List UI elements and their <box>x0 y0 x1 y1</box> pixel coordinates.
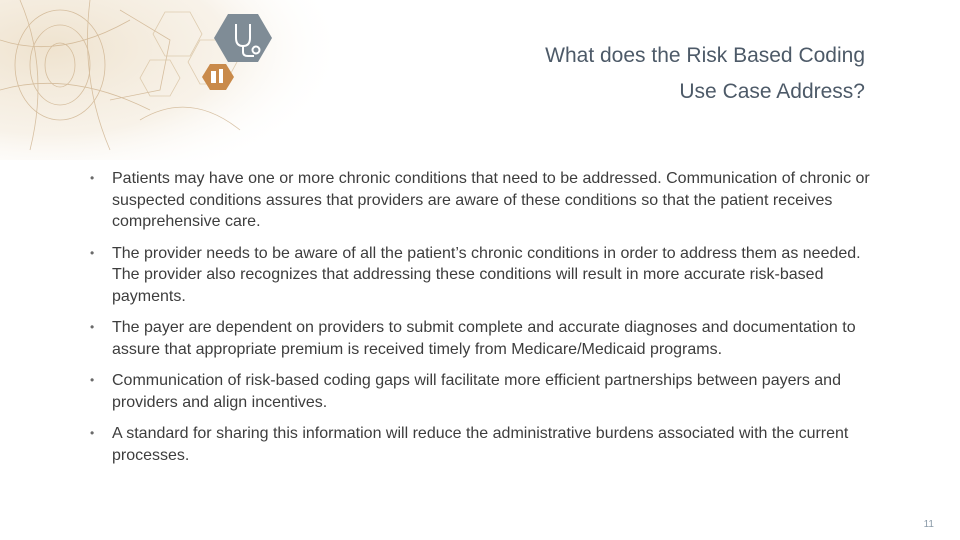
bullet-item <box>90 423 880 466</box>
decorative-corner-artwork <box>0 0 330 160</box>
bullet-marker: • <box>90 171 95 185</box>
bullet-item <box>90 168 880 233</box>
title-line-1: What does the Risk Based Coding <box>545 44 865 67</box>
bullet-text: Patients may have one or more chronic conditions that need to be addressed. Communication of chronic or suspected conditions assures that providers are aware of these conditions so that the patient receives comprehensive care. <box>112 170 870 230</box>
title-line-2: Use Case Address? <box>679 80 865 103</box>
bullet-marker: • <box>90 320 95 334</box>
bullet-marker: • <box>90 373 95 387</box>
bullet-text: The payer are dependent on providers to submit complete and accurate diagnoses and documentation to assure that appropriate premium is received timely from Medicare/Medicaid programs. <box>112 319 856 358</box>
bullet-item <box>90 317 880 360</box>
bullet-item <box>90 370 880 413</box>
bullet-text: Communication of risk-based coding gaps will facilitate more efficient partnerships between payers and providers and align incentives. <box>112 372 841 411</box>
slide-title <box>365 38 865 110</box>
bullet-marker: • <box>90 245 95 260</box>
bullet-text: The provider needs to be aware of all the patient’s chronic conditions in order to address them as needed. The provider also recognizes that addressing these conditions will result in more accurate risk-based payments. <box>112 244 861 305</box>
bullet-marker: • <box>90 426 95 440</box>
bullet-text: A standard for sharing this information will reduce the administrative burdens associated with the current processes. <box>112 425 849 464</box>
bullet-list <box>90 168 880 476</box>
page-number: 11 <box>923 519 934 530</box>
bullet-item <box>90 243 880 308</box>
